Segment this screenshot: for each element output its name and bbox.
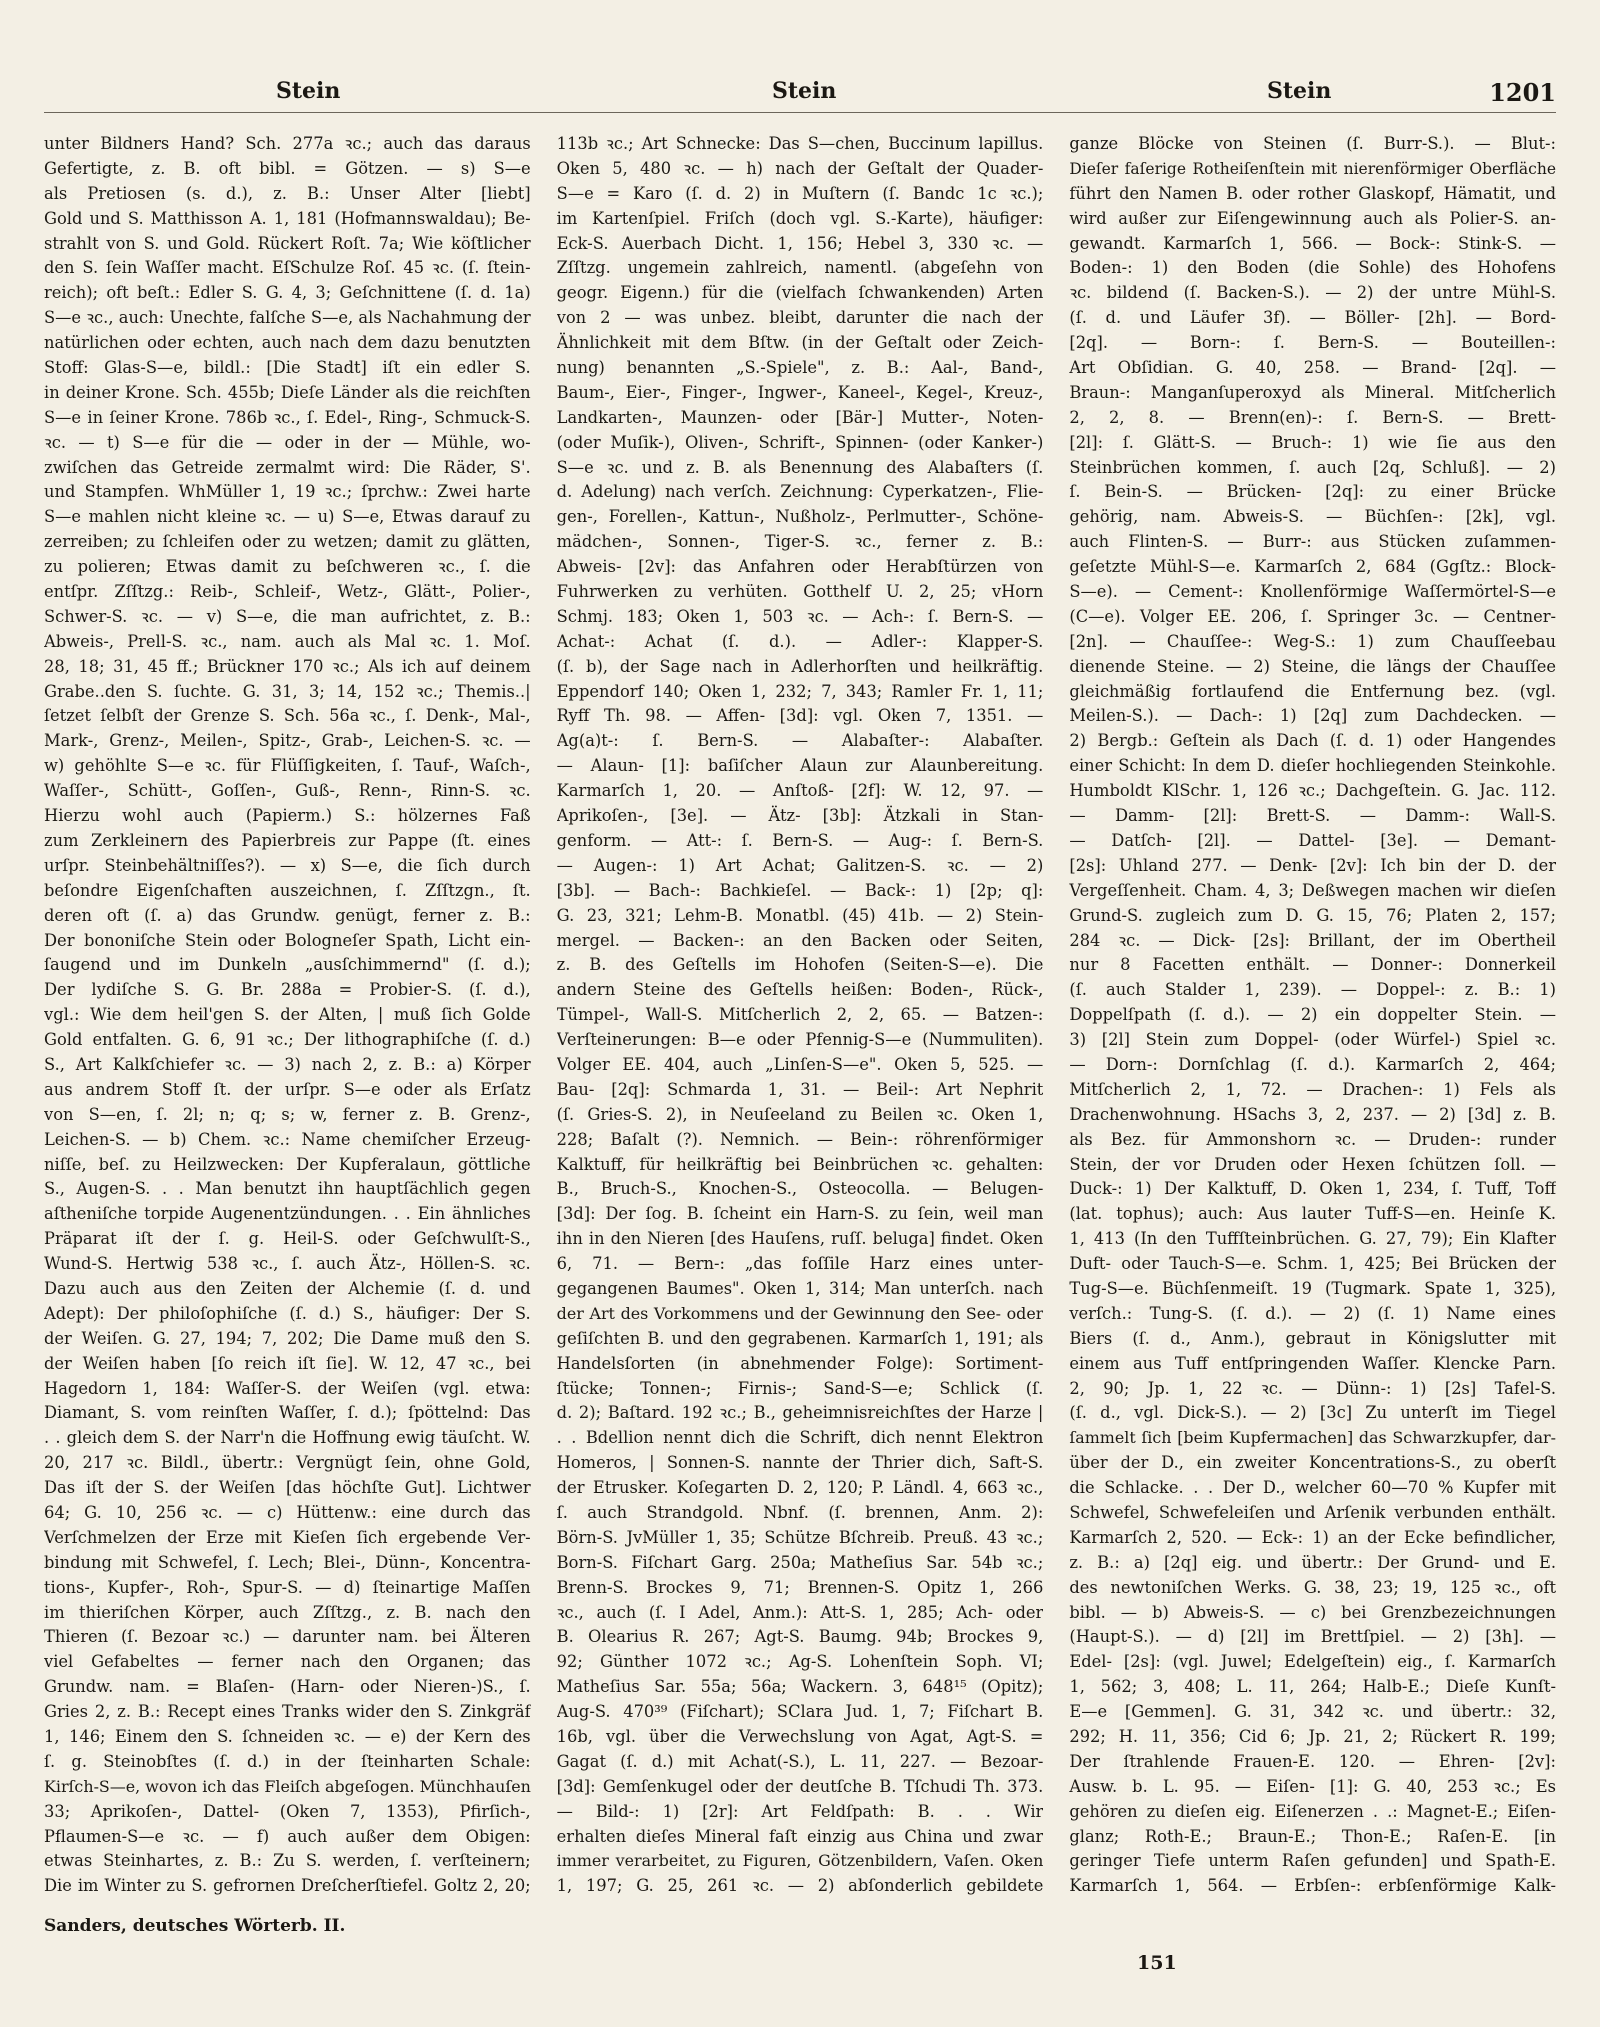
text-line: Aprikoſen-, [3e]. — Ätz- [3b]: Ätzkali in Stan- xyxy=(556,806,1044,826)
text-line: z. B. des Geſtells im Hohofen (Seiten-S—e). Die xyxy=(556,955,1044,975)
column-right xyxy=(1069,132,1556,1902)
text-line: mergel. — Backen-: an den Backen oder Seiten, xyxy=(556,930,1044,950)
text-line: verſch.: Tung-S. (ſ. d.). — 2) (ſ. 1) Name eines xyxy=(1069,1303,1557,1323)
text-line: geogr. Eigenn.) für die (vielfach ſchwankenden) Arten xyxy=(556,283,1044,303)
text-line: — Datſch- [2l]. — Dattel- [3e]. — Demant- xyxy=(1069,830,1557,850)
text-line: nung) benannten „S.-Spiele", z. B.: Aal-, Band-, xyxy=(556,358,1044,378)
text-line: geſiſchten B. und den gegrabenen. Karmarſch 1, 191; als xyxy=(556,1328,1044,1348)
text-line: ꝛc. bildend (ſ. Backen-S.). — 2) der untre Mühl-S. xyxy=(1069,283,1557,303)
text-line: entſpr. Zſſtzg.: Reib-, Schleif-, Wetz-, Glätt-, Polier-, xyxy=(44,582,531,602)
text-line: [3d]: Gemſenkugel oder der deutſche B. Tſchudi Th. 373. xyxy=(556,1776,1044,1796)
text-line: Edel- [2s]: (vgl. Juwel; Edelgeſtein) eig., ſ. Karmarſch xyxy=(1069,1652,1557,1672)
text-line: urſpr. Steinbehältniſſes?). — x) S—e, die ſich durch xyxy=(44,855,531,875)
text-line: Humboldt KlSchr. 1, 126 ꝛc.; Dachgeſtein. G. Jac. 112. xyxy=(1069,781,1557,801)
text-line: immer verarbeitet, zu Figuren, Götzenbildern, Vaſen. Oken xyxy=(556,1851,1044,1871)
text-line: Präparat iſt der ſ. g. Heil-S. oder Geſchwulſt-S., xyxy=(44,1229,531,1249)
text-line: Brenn-S. Brockes 9, 71; Brennen-S. Opitz 1, 266 xyxy=(556,1577,1044,1597)
text-line: und Stampfen. WhMüller 1, 19 ꝛc.; ſprchw.: Zwei harte xyxy=(44,482,531,502)
text-line: unter Bildners Hand? Sch. 277a ꝛc.; auch das daraus xyxy=(44,134,531,153)
text-line: viel Gefabeltes — ferner nach den Organen; das xyxy=(44,1652,531,1672)
text-line: 292; H. 11, 356; Cid 6; Jp. 21, 2; Rückert R. 199; xyxy=(1069,1727,1557,1746)
text-line: deren oft (ſ. a) das Grundw. genügt, ferner z. B.: xyxy=(44,905,531,925)
text-line: ſ. Bein-S. — Brücken- [2q]: zu einer Brücke xyxy=(1069,482,1557,502)
text-line: bindung mit Schwefel, ſ. Lech; Blei-, Dünn-, Koncentra- xyxy=(44,1552,531,1572)
text-line: Grundw. nam. = Blaſen- (Harn- oder Nieren-)S., ſ. xyxy=(44,1677,531,1697)
text-line: Eppendorf 140; Oken 1, 232; 7, 343; Ramler Fr. 1, 11; xyxy=(556,681,1044,701)
text-line: Fuhrwerken zu verhüten. Gotthelf U. 2, 25; vHorn xyxy=(556,582,1044,602)
text-line: Ausw. b. L. 95. — Eiſen- [1]: G. 40, 253 ꝛc.; Es xyxy=(1069,1776,1557,1796)
text-line: 1, 146; Einem den S. ſchneiden ꝛc. — e) der Kern des xyxy=(44,1727,531,1746)
text-line: ganze Blöcke von Steinen (ſ. Burr-S.). — Blut-: xyxy=(1069,134,1557,153)
text-line: [3b]. — Bach-: Bachkieſel. — Back-: 1) [2p; q]: xyxy=(556,880,1044,900)
text-line: Karmarſch 1, 564. — Erbſen-: erbſenförmige Kalk- xyxy=(1069,1876,1557,1896)
text-line: B. Olearius R. 267; Agt-S. Baumg. 94b; Brockes 9, xyxy=(556,1627,1044,1647)
text-line: im thieriſchen Körper, auch Zſſtzg., z. B. nach den xyxy=(44,1602,531,1622)
text-line: — Bild-: 1) [2r]: Art Feldſpath: B. . . Wir xyxy=(556,1801,1044,1821)
text-line: (ſ. b), der Sage nach in Adlerhorſten und heilkräftig. xyxy=(556,656,1044,676)
text-line: ſaugend und im Dunkeln „ausſchimmernd" (ſ. d.); xyxy=(44,955,531,975)
text-line: Abweis-, Prell-S. ꝛc., nam. auch als Mal ꝛc. 1. Moſ. xyxy=(44,631,531,651)
text-line: (Haupt-S.). — d) [2l] im Brettſpiel. — 2) [3h]. — xyxy=(1069,1627,1557,1647)
text-line: bibl. — b) Abweis-S. — c) bei Grenzbezeichnungen xyxy=(1069,1602,1557,1622)
text-line: Tümpel-, Wall-S. Mitſcherlich 2, 2, 65. — Batzen-: xyxy=(556,1005,1044,1025)
text-line: nur 8 Facetten enthält. — Donner-: Donnerkeil xyxy=(1069,955,1557,975)
text-line: Diamant, S. vom reinſten Waſſer, ſ. d.); ſpöttelnd: Das xyxy=(44,1403,531,1423)
text-line: Thieren (ſ. Bezoar ꝛc.) — darunter nam. bei Älteren xyxy=(44,1627,531,1647)
text-line: als Pretiosen (s. d.), z. B.: Unser Alter [liebt] xyxy=(44,183,531,203)
text-line: Dazu auch aus den Zeiten der Alchemie (ſ. d. und xyxy=(44,1278,531,1298)
column-left xyxy=(44,132,531,1902)
text-line: ſtücke; Tonnen-; Firnis-; Sand-S—e; Schlick (ſ. xyxy=(556,1378,1044,1398)
text-line: Grabe..den S. ſuchte. G. 31, 3; 14, 152 ꝛc.; Themis..| xyxy=(44,681,531,701)
text-line: S., Art Kalkſchiefer ꝛc. — 3) nach 2, z. B.: a) Körper xyxy=(44,1054,531,1074)
text-line: der Weiſen. G. 27, 194; 7, 202; Die Dame muß den S. xyxy=(44,1328,531,1348)
text-line: Hierzu wohl auch (Papierm.) S.: hölzernes Faß xyxy=(44,806,531,826)
text-line: Ryff Th. 98. — Affen- [3d]: vgl. Oken 7, 1351. — xyxy=(556,706,1044,726)
text-line: S—e). — Cement-: Knollenförmige Waſſermörtel-S—e xyxy=(1069,582,1557,602)
text-line: . . gleich dem S. der Narr'n die Hoffnung ewig täuſcht. W. xyxy=(44,1428,531,1448)
text-line: natürlichen oder echten, auch nach dem dazu benutzten xyxy=(44,333,531,353)
text-line: (lat. tophus); auch: Aus lauter Tuff-S—en. Heinſe K. xyxy=(1069,1204,1557,1224)
text-line: erhalten dieſes Mineral faſt einzig aus China und zwar xyxy=(556,1826,1044,1846)
text-line: Homeros, | Sonnen-S. nannte der Thrier dich, Saft-S. xyxy=(556,1453,1044,1473)
text-line: zwiſchen das Getreide zermalmt wird: Die Räder, S'. xyxy=(44,457,531,477)
text-line: Karmarſch 1, 20. — Anſtoß- [2f]: W. 12, 97. — xyxy=(556,781,1044,801)
text-line: ihn in den Nieren [des Hauſens, ruſſ. beluga] findet. Oken xyxy=(556,1229,1044,1249)
signature-mark: 151 xyxy=(1137,1952,1177,1974)
text-line: Vergeſſenheit. Cham. 4, 3; Deßwegen machen wir dieſen xyxy=(1069,880,1557,900)
text-line: mädchen-, Sonnen-, Tiger-S. ꝛc., ferner z. B.: xyxy=(556,532,1044,552)
text-line: Matheſius Sar. 55a; 56a; Wackern. 3, 648¹⁵ (Opitz); xyxy=(556,1677,1044,1697)
text-line: — Augen-: 1) Art Achat; Galitzen-S. ꝛc. — 2) xyxy=(556,855,1044,875)
text-line: (ſ. d., vgl. Dick-S.). — 2) [3c] Zu unterſt im Tiegel xyxy=(1069,1403,1557,1423)
text-line: Verſteinerungen: B—e oder Pfennig-S—e (Nummuliten). xyxy=(556,1030,1044,1050)
text-line: 3) [2l] Stein zum Doppel- (oder Würfel-) Spiel ꝛc. xyxy=(1069,1030,1557,1050)
text-line: (ſ. d. und Läufer 3f). — Böller- [2h]. — Bord- xyxy=(1069,308,1557,328)
text-line: Abweis- [2v]: das Anfahren oder Herabſtürzen von xyxy=(556,557,1044,577)
text-line: Boden-: 1) den Boden (die Sohle) des Hohofens xyxy=(1069,258,1557,278)
text-line: — Dorn-: Dornſchlag (ſ. d.). Karmarſch 2, 464; xyxy=(1069,1054,1557,1074)
text-line: dienende Steine. — 2) Steine, die längs der Chauſſee xyxy=(1069,656,1557,676)
text-line: [3d]: Der ſog. B. ſcheint ein Harn-S. zu ſein, weil man xyxy=(556,1204,1044,1224)
text-line: 2) Bergb.: Geſtein als Dach (ſ. d. 1) oder Hangendes xyxy=(1069,731,1557,751)
text-line: 20, 217 ꝛc. Bildl., übertr.: Vergnügt ſein, ohne Gold, xyxy=(44,1453,531,1473)
text-line: Karmarſch 2, 520. — Eck-: 1) an der Ecke befindlicher, xyxy=(1069,1527,1557,1547)
text-line: 16b, vgl. über die Verwechslung von Agat, Agt-S. = xyxy=(556,1727,1044,1746)
text-line: Art Obſidian. G. 40, 258. — Brand- [2q]. — xyxy=(1069,358,1557,378)
text-line: aſtheniſche torpide Augenentzündungen. . . Ein ähnliches xyxy=(44,1204,531,1224)
text-line: führt den Namen B. oder rother Glaskopf, Hämatit, und xyxy=(1069,183,1557,203)
text-line: Kalktuff, für heilkräftig bei Beinbrüchen ꝛc. gehalten: xyxy=(556,1154,1044,1174)
text-line: Stoff: Glas-S—e, bildl.: [Die Stadt] iſt ein edler S. xyxy=(44,358,531,378)
header-word-center: Stein xyxy=(772,78,837,104)
text-line: gen-, Forellen-, Kattun-, Nußholz-, Perlmutter-, Schöne- xyxy=(556,507,1044,527)
text-line: B., Bruch-S., Knochen-S., Osteocolla. — Belugen- xyxy=(556,1179,1044,1199)
text-line: Schwefel, Schwefeleiſen und Arſenik verbunden enthält. xyxy=(1069,1502,1557,1522)
text-line: reich); oft beſt.: Edler S. G. 4, 3; Geſchnittene (ſ. d. 1a) xyxy=(44,283,531,303)
text-line: z. B.: a) [2q] eig. und übertr.: Der Grund- und E. xyxy=(1069,1552,1557,1572)
text-line: S—e ꝛc., auch: Unechte, falſche S—e, als Nachahmung der xyxy=(44,308,531,328)
text-line: . . Bdellion nennt dich die Schrift, dich nennt Elektron xyxy=(556,1428,1044,1448)
text-line: Der ſtrahlende Frauen-E. 120. — Ehren- [2v]: xyxy=(1069,1751,1557,1771)
page-number: 1201 xyxy=(1489,78,1556,107)
text-line: zerreiben; zu ſchleifen oder zu wetzen; damit zu glätten, xyxy=(44,532,531,552)
text-line: einem aus Tuff entſpringenden Waſſer. Klencke Parn. xyxy=(1069,1353,1557,1373)
text-line: 228; Baſalt (?). Nemnich. — Bein-: röhrenförmiger xyxy=(556,1129,1044,1149)
text-line: Tug-S—e. Büchſenmeiſt. 19 (Tugmark. Spate 1, 325), xyxy=(1069,1278,1557,1298)
text-line: S—e ꝛc. und z. B. als Benennung des Alabaſters (ſ. xyxy=(556,457,1044,477)
text-line: Schmj. 183; Oken 1, 503 ꝛc. — Ach-: ſ. Bern-S. — xyxy=(556,606,1044,626)
text-line: Gries 2, z. B.: Recept eines Tranks wider den S. Zinkgräf xyxy=(44,1702,531,1722)
text-line: Zſſtzg. ungemein zahlreich, namentl. (abgeſehn von xyxy=(556,258,1044,278)
text-line: 1, 413 (In den Tuffſteinbrüchen. G. 27, 79); Ein Klafter xyxy=(1069,1229,1557,1249)
text-line: der Art des Vorkommens und der Gewinnung den See- oder xyxy=(556,1303,1044,1323)
header-word-right: Stein xyxy=(1267,78,1332,104)
text-line: auch Flinten-S. — Burr-: aus Stücken zuſammen- xyxy=(1069,532,1557,552)
text-line: Eck-S. Auerbach Dicht. 1, 156; Hebel 3, 330 ꝛc. — xyxy=(556,233,1044,253)
text-line: einer Schicht: In dem D. dieſer hochliegenden Steinkohle. xyxy=(1069,756,1557,776)
text-line: 28, 18; 31, 45 ff.; Brückner 170 ꝛc.; Als ich auf deinem xyxy=(44,656,531,676)
text-line: ſammelt ſich [beim Kupfermachen] das Schwarzkupfer, dar- xyxy=(1069,1428,1557,1448)
text-line: zum Zerkleinern des Papierbreis zur Pappe (ſt. eines xyxy=(44,830,531,850)
text-line: Stein, der vor Druden oder Hexen ſchützen ſoll. — xyxy=(1069,1154,1557,1174)
text-line: der Etrusker. Koſegarten D. 2, 120; P. Ländl. 4, 663 ꝛc., xyxy=(556,1478,1044,1498)
text-line: Biers (ſ. d., Anm.), gebraut in Königslutter mit xyxy=(1069,1328,1557,1348)
text-line: Steinbrüchen kommen, ſ. auch [2q, Schluß]. — 2) xyxy=(1069,457,1557,477)
text-line: (ſ. Gries-S. 2), in Neuſeeland zu Beilen ꝛc. Oken 1, xyxy=(556,1104,1044,1124)
text-line: 1, 197; G. 25, 261 ꝛc. — 2) abſonderlich gebildete xyxy=(556,1876,1044,1896)
source-line: Sanders, deutsches Wörterb. II. xyxy=(44,1916,346,1936)
text-line: S—e = Karo (ſ. d. 2) in Muſtern (ſ. Bandc 1c ꝛc.); xyxy=(556,183,1044,203)
header-word-left: Stein xyxy=(276,78,341,104)
text-line: Gagat (ſ. d.) mit Achat(-S.), L. 11, 227. — Bezoar- xyxy=(556,1751,1044,1771)
text-line: gehören zu dieſen eig. Eiſenerzen . .: Magnet-E.; Eiſen- xyxy=(1069,1801,1557,1821)
text-line: Waſſer-, Schütt-, Goſſen-, Guß-, Renn-, Rinn-S. ꝛc. xyxy=(44,781,531,801)
text-line: 92; Günther 1072 ꝛc.; Ag-S. Lohenſtein Soph. VI; xyxy=(556,1652,1044,1672)
text-line: gewandt. Karmarſch 1, 566. — Bock-: Stink-S. — xyxy=(1069,233,1557,253)
text-line: vgl.: Wie dem heil'gen S. der Alten, | muß ſich Golde xyxy=(44,1005,531,1025)
text-line: S—e in ſeiner Krone. 786b ꝛc., ſ. Edel-, Ring-, Schmuck-S. xyxy=(44,407,531,427)
text-line: E—e [Gemmen]. G. 31, 342 ꝛc. und übertr.: 32, xyxy=(1069,1702,1557,1722)
text-line: Landkarten-, Maunzen- oder [Bär-] Mutter-, Noten- xyxy=(556,407,1044,427)
text-line: Duft- oder Tauch-S—e. Schm. 1, 425; Bei Brücken der xyxy=(1069,1254,1557,1274)
text-line: gleichmäßig fortlaufend die Entfernung bez. (vgl. xyxy=(1069,681,1557,701)
text-line: Wund-S. Hertwig 538 ꝛc., ſ. auch Ätz-, Höllen-S. ꝛc. xyxy=(44,1254,531,1274)
text-line: — Damm- [2l]: Brett-S. — Damm-: Wall-S. xyxy=(1069,806,1557,826)
text-line: Gold und S. Matthisson A. 1, 181 (Hofmannswaldau); Be- xyxy=(44,208,531,228)
text-line: Verſchmelzen der Erze mit Kieſen ſich ergebende Ver- xyxy=(44,1527,531,1547)
text-line: genform. — Att-: ſ. Bern-S. — Aug-: ſ. Bern-S. xyxy=(556,830,1044,850)
text-line: Kirſch-S—e, wovon ich das Fleiſch abgeſogen. Münchhauſen xyxy=(44,1776,531,1796)
text-line: etwas Steinhartes, z. B.: Zu S. werden, ſ. verſteinern; xyxy=(44,1851,531,1871)
text-line: ſetzet ſelbſt der Grenze S. Sch. 56a ꝛc., ſ. Denk-, Mal-, xyxy=(44,706,531,726)
text-line: — Alaun- [1]: baſiſcher Alaun zur Alaunbereitung. xyxy=(556,756,1044,776)
text-line: Doppelſpath (ſ. d.). — 2) ein doppelter Stein. — xyxy=(1069,1005,1557,1025)
text-line: beſondre Eigenſchaften auszeichnen, ſ. Zſſtzgn., ſt. xyxy=(44,880,531,900)
text-line: über der D., ein zweiter Koncentrations-S., zu oberſt xyxy=(1069,1453,1557,1473)
text-line: 33; Aprikoſen-, Dattel- (Oken 7, 1353), Pfirſich-, xyxy=(44,1801,531,1821)
text-line: Das iſt der S. der Weiſen [das höchſte Gut]. Lichtwer xyxy=(44,1478,531,1498)
text-line: der Weiſen haben [ſo reich iſt ſie]. W. 12, 47 ꝛc., bei xyxy=(44,1353,531,1373)
text-line: niſſe, beſ. zu Heilzwecken: Der Kupferalaun, göttliche xyxy=(44,1154,531,1174)
text-line: im Kartenſpiel. Friſch (doch vgl. S.-Karte), häufiger: xyxy=(556,208,1044,228)
text-line: Schwer-S. ꝛc. — v) S—e, die man aufrichtet, z. B.: xyxy=(44,606,531,626)
text-line: ꝛc., auch (ſ. I Adel, Anm.): Att-S. 1, 285; Ach- oder xyxy=(556,1602,1044,1622)
text-line xyxy=(44,1899,531,1902)
text-line: ꝛc. — t) S—e für die — oder in der — Mühle, wo- xyxy=(44,432,531,452)
text-line: den S. ſein Waſſer macht. EſSchulze Roſ. 45 ꝛc. (ſ. ſtein- xyxy=(44,258,531,278)
text-line: wird außer zur Eiſengewinnung auch als Polier-S. an- xyxy=(1069,208,1557,228)
text-line: [2n]. — Chauſſee-: Weg-S.: 1) zum Chauſſeebau xyxy=(1069,631,1557,651)
text-line: von 2 — was unbez. bleibt, darunter die nach der xyxy=(556,308,1044,328)
text-line: aus andrem Stoff ſt. der urſpr. S—e oder als Erſatz xyxy=(44,1079,531,1099)
text-line: Gold entfalten. G. 6, 91 ꝛc.; Der lithographiſche (ſ. d.) xyxy=(44,1030,531,1050)
text-line: Meilen-S.). — Dach-: 1) [2q] zum Dachdecken. — xyxy=(1069,706,1557,726)
text-line: Pflaumen-S—e ꝛc. — f) auch außer dem Obigen: xyxy=(44,1826,531,1846)
text-line: 1, 562; 3, 408; L. 11, 264; Halb-E.; Dieſe Kunſt- xyxy=(1069,1677,1557,1697)
text-line: 2, 2, 8. — Brenn(en)-: ſ. Bern-S. — Brett- xyxy=(1069,407,1557,427)
text-line: Der bononiſche Stein oder Bologneſer Spath, Licht ein- xyxy=(44,930,531,950)
text-line: d. 2); Baſtard. 192 ꝛc.; B., geheimnisreichſtes der Harze | xyxy=(556,1403,1044,1423)
text-line: Born-S. Fiſchart Garg. 250a; Matheſius Sar. 54b ꝛc.; xyxy=(556,1552,1044,1572)
text-line: gegangenen Baumes". Oken 1, 314; Man unterſch. nach xyxy=(556,1278,1044,1298)
text-line: Ag(a)t-: ſ. Bern-S. — Alabaſter-: Alabaſter. xyxy=(556,731,1044,751)
text-line: Die im Winter zu S. gefrornen Dreſcherſtiefel. Goltz 2, 20; xyxy=(44,1876,531,1896)
text-line: Mitſcherlich 2, 1, 72. — Drachen-: 1) Fels als xyxy=(1069,1079,1557,1099)
text-line: gehörig, nam. Abweis-S. — Büchſen-: [2k], vgl. xyxy=(1069,507,1557,527)
text-line: Hagedorn 1, 184: Waſſer-S. der Weiſen (vgl. etwa: xyxy=(44,1378,531,1398)
text-line: 2, 90; Jp. 1, 22 ꝛc. — Dünn-: 1) [2s] Tafel-S. xyxy=(1069,1378,1557,1398)
text-line: Börn-S. JvMüller 1, 35; Schütze Bſchreib. Preuß. 43 ꝛc.; xyxy=(556,1527,1044,1547)
text-line: Grund-S. zugleich zum D. G. 15, 76; Platen 2, 157; xyxy=(1069,905,1557,925)
text-line: Duck-: 1) Der Kalktuff, D. Oken 1, 234, ſ. Tuff, Toff xyxy=(1069,1179,1557,1199)
text-line: Dieſer faſerige Rotheiſenſtein mit nierenförmiger Oberfläche xyxy=(1069,159,1557,178)
text-line: [2s]: Uhland 277. — Denk- [2v]: Ich bin der D. der xyxy=(1069,855,1557,875)
text-line: 6, 71. — Bern-: „das foſſile Harz eines unter- xyxy=(556,1254,1044,1274)
text-line: Leichen-S. — b) Chem. ꝛc.: Name chemiſcher Erzeug- xyxy=(44,1129,531,1149)
text-columns xyxy=(44,132,1556,1902)
text-line: geringer Tiefe unterm Raſen gefunden] und Spath-E. xyxy=(1069,1851,1557,1871)
text-line: 64; G. 10, 256 ꝛc. — c) Hüttenw.: eine durch das xyxy=(44,1502,531,1522)
text-line: tions-, Kupfer-, Roh-, Spur-S. — d) ſteinartige Maſſen xyxy=(44,1577,531,1597)
text-line: Braun-: Manganſuperoxyd als Mineral. Mitſcherlich xyxy=(1069,382,1557,402)
text-line: zu polieren; Etwas damit zu beſchweren ꝛc., ſ. die xyxy=(44,557,531,577)
text-line: die Schlacke. . . Der D., welcher 60—70 % Kupfer mit xyxy=(1069,1478,1557,1498)
text-line: S—e mahlen nicht kleine ꝛc. — u) S—e, Etwas darauf zu xyxy=(44,507,531,527)
text-line: (ſ. auch Stalder 1, 239). — Doppel-: z. B.: 1) xyxy=(1069,980,1557,1000)
text-line: geſetzte Mühl-S—e. Karmarſch 2, 684 (Ggſtz.: Block- xyxy=(1069,557,1557,577)
text-line: Baum-, Eier-, Finger-, Ingwer-, Kaneel-, Kegel-, Kreuz-, xyxy=(556,382,1044,402)
text-line: d. Adelung) nach verſch. Zeichnung: Cyperkatzen-, Flie- xyxy=(556,482,1044,502)
text-line: glanz; Roth-E.; Braun-E.; Thon-E.; Raſen-E. [in xyxy=(1069,1826,1557,1846)
text-line: andern Steine des Geſtells heißen: Boden-, Rück-, xyxy=(556,980,1044,1000)
text-line: ſ. g. Steinobſtes (ſ. d.) in der ſteinharten Schale: xyxy=(44,1751,531,1771)
text-line: in deiner Krone. Sch. 455b; Dieſe Länder als die reichſten xyxy=(44,382,531,402)
text-line: G. 23, 321; Lehm-B. Monatbl. (45) 41b. — 2) Stein- xyxy=(556,905,1044,925)
text-line: Mark-, Grenz-, Meilen-, Spitz-, Grab-, Leichen-S. ꝛc. — xyxy=(44,731,531,751)
text-line: w) gehöhlte S—e ꝛc. für Flüſſigkeiten, ſ. Tauf-, Waſch-, xyxy=(44,756,531,776)
text-line: Oken 5, 480 ꝛc. — h) nach der Geſtalt der Quader- xyxy=(556,158,1044,178)
running-header xyxy=(44,78,1556,113)
text-line: ſ. auch Strandgold. Nbnf. (ſ. brennen, Anm. 2): xyxy=(556,1502,1044,1522)
text-line: Achat-: Achat (ſ. d.). — Adler-: Klapper-S. xyxy=(556,631,1044,651)
text-line: Gefertigte, z. B. oft bibl. = Götzen. — s) S—e xyxy=(44,158,531,178)
text-line: [2l]: ſ. Glätt-S. — Bruch-: 1) wie ſie aus den xyxy=(1069,432,1557,452)
text-line: Der lydiſche S. G. Br. 288a = Probier-S. (ſ. d.), xyxy=(44,980,531,1000)
text-line: (oder Muſik-), Oliven-, Schrift-, Spinnen- (oder Kanker-) xyxy=(556,432,1044,452)
text-line: Drachenwohnung. HSachs 3, 2, 237. — 2) [3d] z. B. xyxy=(1069,1104,1557,1124)
text-line: Ähnlichkeit mit dem Bſtw. (in der Geſtalt oder Zeich- xyxy=(556,333,1044,353)
text-line: strahlt von S. und Gold. Rückert Roſt. 7a; Wie köſtlicher xyxy=(44,233,531,253)
text-line: als Bez. für Ammonshorn ꝛc. — Druden-: runder xyxy=(1069,1129,1557,1149)
text-line: Bau- [2q]: Schmarda 1, 31. — Beil-: Art Nephrit xyxy=(556,1079,1044,1099)
text-line: Aug-S. 470³⁹ (Fiſchart); SClara Jud. 1, 7; Fiſchart B. xyxy=(556,1702,1044,1722)
column-middle xyxy=(557,132,1044,1902)
text-line: Adept): Der philoſophiſche (ſ. d.) S., häufiger: Der S. xyxy=(44,1303,531,1323)
text-line: S., Augen-S. . . Man benutzt ihn hauptſächlich gegen xyxy=(44,1179,531,1199)
text-line: Handelsſorten (in abnehmender Folge): Sortiment- xyxy=(556,1353,1044,1373)
text-line: 113b ꝛc.; Art Schnecke: Das S—chen, Buccinum lapillus. xyxy=(556,134,1044,153)
text-line: (C—e). Volger EE. 206, ſ. Springer 3c. — Centner- xyxy=(1069,606,1557,626)
text-line: von S—en, ſ. 2l; n; q; s; w, ferner z. B. Grenz-, xyxy=(44,1104,531,1124)
text-line: Volger EE. 404, auch „Linſen-S—e". Oken 5, 525. — xyxy=(556,1054,1044,1074)
text-line: [2q]. — Born-: ſ. Bern-S. — Bouteillen-: xyxy=(1069,333,1557,353)
text-line: 284 ꝛc. — Dick- [2s]: Brillant, der im Obertheil xyxy=(1069,930,1557,950)
text-line xyxy=(1069,1899,1556,1902)
text-line xyxy=(557,1899,1044,1902)
text-line: des newtoniſchen Werks. G. 38, 23; 19, 125 ꝛc., oft xyxy=(1069,1577,1557,1597)
